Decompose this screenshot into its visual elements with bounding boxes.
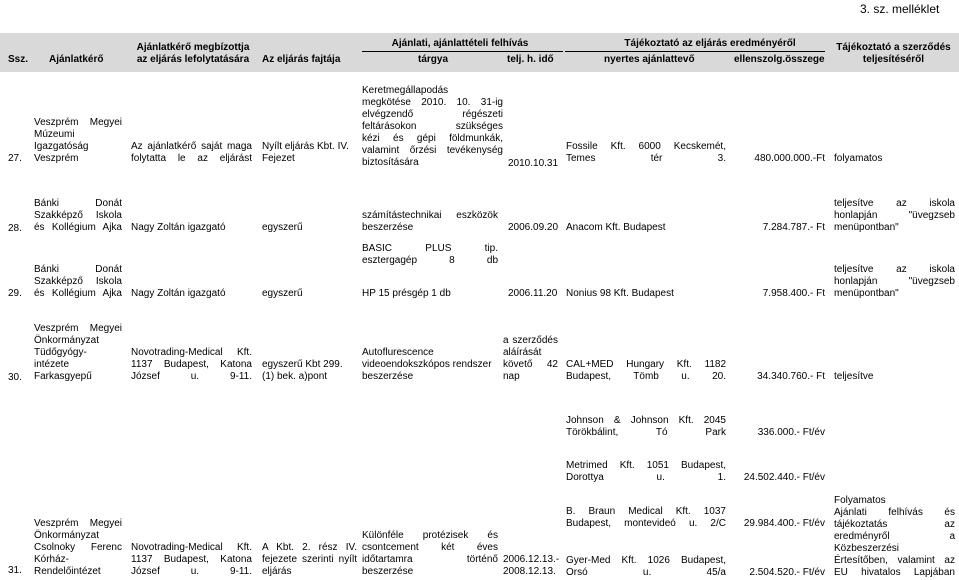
row-28-megbizott: Nagy Zoltán igazgató xyxy=(131,222,226,233)
row-30-fajta: egyszerű Kbt 299. (1) bek. a)pont xyxy=(262,359,343,382)
row-29-targya-b: HP 15 présgép 1 db xyxy=(362,288,451,299)
row-27-targya: Keretmegállapodás megkötése 2010. 10. 31-ig elvégzendő régészeti feltárásokon szükséges kézi és gépi földmunkák, valamint őrzési tevékenység biztosítására xyxy=(362,85,503,168)
row-29-ellenszolg: 7.958.400.- Ft xyxy=(762,288,825,299)
row-30-ssz: 30. xyxy=(8,372,22,383)
header-megbizott: Ajánlatkérő megbízottja az eljárás lefolytatására xyxy=(136,42,250,65)
row-29-ajanlatkero: Bánki Donát Szakképző Iskola és Kollégium Ajka xyxy=(34,264,122,299)
header-ellenszolg: ellenszolg.összege xyxy=(734,54,825,65)
row-30-ajanlatkero: Veszprém Megyei Önkormányzat Tüdőgyógy- intézete Farkasgyepű xyxy=(34,323,122,382)
header-eredmeny-divider xyxy=(565,51,825,52)
row-28-ssz: 28. xyxy=(8,223,22,234)
header-eredmeny-group: Tájékoztató az eljárás eredményéről xyxy=(624,38,796,49)
header-felhivas-group: Ajánlati, ajánlattételi felhívás xyxy=(391,38,529,49)
row-31-targya: Különféle protézisek és csontcement két éves időtartamra történő beszerzése xyxy=(362,530,498,577)
row-28-ellenszolg: 7.284.787.- Ft xyxy=(762,222,825,233)
row-28-szerzodes: teljesítve az iskola honlapján "üvegzseb menüpontban" xyxy=(834,198,955,233)
row-31-szerzodes: Folyamatos Ajánlati felhívás és tájékoztatás az eredményről a Közbeszerzési Értesítőben, valamint az EU hivatalos Lapjában xyxy=(834,495,955,578)
page-label: 3. sz. melléklet xyxy=(860,2,940,16)
row-30-szerzodes: teljesítve xyxy=(834,371,874,382)
header-szerzodes: Tájékoztató a szerződés teljesítéséről xyxy=(836,42,951,65)
row-28-targya: számítástechnikai eszközök beszerzése xyxy=(362,210,498,233)
row-31-telj: 2006.12.13.- 2008.12.13. xyxy=(503,554,560,577)
row-28-fajta: egyszerű xyxy=(262,222,303,233)
row-31-winner-1-nyertes: Johnson & Johnson Kft. 2045 Törökbálint, Tó Park xyxy=(566,415,726,438)
row-27-fajta: Nyílt eljárás Kbt. IV. Fejezet xyxy=(262,141,349,164)
row-29-szerzodes: teljesítve az iskola honlapján "üvegzseb menüpontban" xyxy=(834,264,955,299)
row-28-nyertes: Anacom Kft. Budapest xyxy=(566,222,666,233)
row-30-megbizott: Novotrading-Medical Kft. 1137 Budapest, Katona József u. 9-11. xyxy=(131,347,252,382)
row-31-ajanlatkero: Veszprém Megyei Önkormányzat Csolnoky Ferenc Kórház- Rendelőintézet xyxy=(34,518,122,577)
row-31-winner-1-ellenszolg: 336.000.- Ft/év xyxy=(757,427,825,438)
row-29-telj: 2006.11.20 xyxy=(508,288,558,299)
row-31-winner-2-nyertes: Metrimed Kft. 1051 Budapest, Dorottya u. 1. xyxy=(566,460,726,483)
row-31-winner-2-ellenszolg: 24.502.440.- Ft/év xyxy=(743,472,825,483)
row-29-targya-a: BASIC PLUS tip. esztergagép 8 db xyxy=(362,243,498,266)
header-telj: telj. h. idő xyxy=(507,54,554,65)
row-31-ssz: 31. xyxy=(8,565,22,576)
row-31-winner-3-nyertes: B. Braun Medical Kft. 1037 Budapest, montevideó u. 2/C xyxy=(566,506,726,529)
row-28-ajanlatkero: Bánki Donát Szakképző Iskola és Kollégium Ajka xyxy=(34,198,122,233)
row-27-megbizott: Az ajánlatkérő saját maga folytatta le az eljárást xyxy=(131,141,252,164)
row-27-szerzodes: folyamatos xyxy=(834,153,883,164)
row-31-winner-4-nyertes: Gyer-Med Kft. 1026 Budapest, Orsó u. 45/a xyxy=(566,555,726,578)
row-29-nyertes: Nonius 98 Kft. Budapest xyxy=(566,288,674,299)
row-28-telj: 2006.09.20 xyxy=(508,222,559,233)
header-fajta: Az eljárás fajtája xyxy=(262,54,341,65)
row-31-winner-3-ellenszolg: 29.984.400.- Ft/év xyxy=(743,518,825,529)
row-27-telj: 2010.10.31 xyxy=(508,158,559,169)
row-30-targya: Autoflurescence videoendokszkópos rendszer beszerzése xyxy=(362,347,492,382)
row-27-nyertes: Fossile Kft. 6000 Kecskemét, Temes tér 3. xyxy=(566,141,726,164)
row-31-fajta: A Kbt. 2. rész IV. fejezete szerinti nyílt eljárás xyxy=(262,542,357,577)
header-targya: tárgya xyxy=(418,54,449,65)
row-27-ellenszolg: 480.000.000.-Ft xyxy=(754,153,825,164)
header-felhivas-divider xyxy=(362,51,563,52)
row-30-nyertes: CAL+MED Hungary Kft. 1182 Budapest, Tömb u. 20. xyxy=(566,359,726,382)
row-31-megbizott: Novotrading-Medical Kft. 1137 Budapest, Katona József u. 9-11. xyxy=(131,542,252,577)
row-30-ellenszolg: 34.340.760.- Ft xyxy=(757,371,825,382)
header-nyertes: nyertes ajánlattevő xyxy=(604,54,695,65)
row-27-ssz: 27. xyxy=(8,153,22,164)
row-30-telj: a szerződés aláírását követő 42 nap xyxy=(503,335,558,382)
row-31-winner-4-ellenszolg: 2.504.520.- Ft/év xyxy=(749,567,825,578)
row-27-ajanlatkero: Veszprém Megyei Múzeumi Igazgatóság Veszprém xyxy=(34,117,122,164)
row-29-ssz: 29. xyxy=(8,288,22,299)
header-ajanlatkero: Ajánlatkérő xyxy=(49,54,104,65)
row-29-megbizott: Nagy Zoltán igazgató xyxy=(131,288,226,299)
header-ssz: Ssz. xyxy=(8,54,29,65)
row-29-fajta: egyszerű xyxy=(262,288,303,299)
